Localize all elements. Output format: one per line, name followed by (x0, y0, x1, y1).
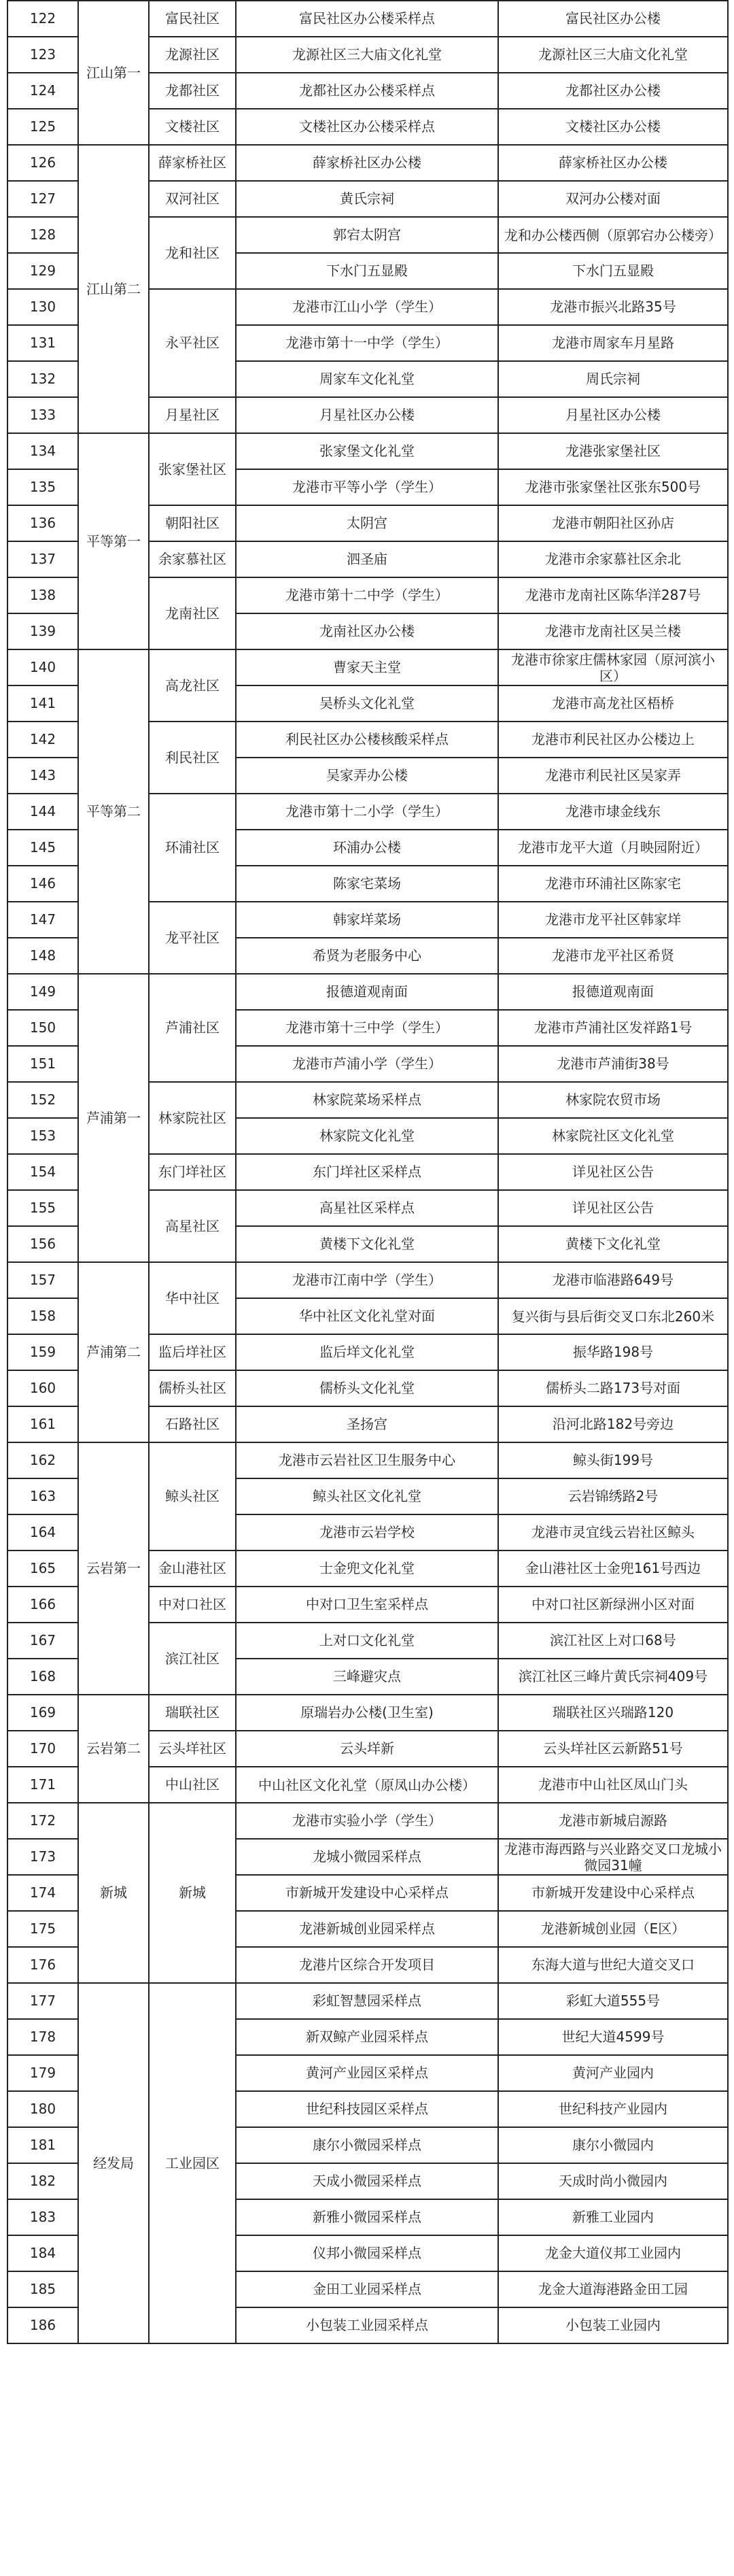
address-cell: 月星社区办公楼 (498, 397, 728, 433)
row-number: 145 (7, 830, 78, 866)
sampling-site-cell: 华中社区文化礼堂对面 (236, 1298, 498, 1334)
row-number: 153 (7, 1118, 78, 1154)
sampling-site-cell: 云头垟新 (236, 1731, 498, 1767)
community-cell: 高星社区 (149, 1190, 236, 1262)
community-cell: 东门垟社区 (149, 1154, 236, 1190)
sampling-site-cell: 下水门五显殿 (236, 253, 498, 289)
sampling-site-cell: 利民社区办公楼核酸采样点 (236, 722, 498, 758)
sampling-site-cell: 龙港市第十三中学（学生） (236, 1010, 498, 1046)
address-cell: 中对口社区新绿洲小区对面 (498, 1587, 728, 1623)
address-cell: 复兴街与县后街交叉口东北260米 (498, 1298, 728, 1334)
sampling-site-cell: 新双鲸产业园采样点 (236, 2019, 498, 2055)
address-cell: 龙港市龙南社区吴兰楼 (498, 613, 728, 649)
address-cell: 龙金大道海港路金田工园 (498, 2271, 728, 2307)
sampling-site-cell: 希贤为老服务中心 (236, 938, 498, 974)
address-cell: 黄楼下文化礼堂 (498, 1226, 728, 1262)
sampling-site-cell: 太阴宫 (236, 505, 498, 541)
address-cell: 下水门五显殿 (498, 253, 728, 289)
table-row (7, 1803, 728, 1839)
address-cell: 双河办公楼对面 (498, 181, 728, 217)
row-number: 147 (7, 902, 78, 938)
sampling-site-cell: 吴家弄办公楼 (236, 758, 498, 794)
table-row (7, 649, 728, 685)
row-number: 143 (7, 758, 78, 794)
sampling-site-cell: 高星社区采样点 (236, 1190, 498, 1226)
sampling-site-cell: 龙港市实验小学（学生） (236, 1803, 498, 1839)
community-cell: 文楼社区 (149, 109, 236, 145)
address-cell: 龙港市龙平社区希贤 (498, 938, 728, 974)
address-cell: 鲸头街199号 (498, 1442, 728, 1478)
address-cell: 龙港市芦浦街38号 (498, 1046, 728, 1082)
row-number: 126 (7, 145, 78, 181)
sampling-site-table (7, 0, 727, 2344)
community-cell: 中对口社区 (149, 1587, 236, 1623)
row-number: 124 (7, 73, 78, 109)
table-row (7, 1983, 728, 2019)
sampling-site-cell: 世纪科技园区采样点 (236, 2091, 498, 2127)
row-number: 133 (7, 397, 78, 433)
community-cell: 工业园区 (149, 1983, 236, 2343)
row-number: 180 (7, 2091, 78, 2127)
row-number: 160 (7, 1370, 78, 1406)
community-cell: 华中社区 (149, 1262, 236, 1334)
row-number: 139 (7, 613, 78, 649)
community-cell: 金山港社区 (149, 1550, 236, 1587)
district-cell: 江山第二 (78, 145, 149, 433)
row-number: 170 (7, 1731, 78, 1767)
row-number: 136 (7, 505, 78, 541)
sampling-site-cell: 郭宕太阴宫 (236, 217, 498, 253)
address-cell: 龙港市徐家庄儒林家园（原河滨小区） (498, 649, 728, 685)
table-body (7, 1, 728, 2343)
sampling-site-cell: 陈家宅菜场 (236, 866, 498, 902)
sampling-site-cell: 龙源社区三大庙文化礼堂 (236, 37, 498, 73)
sampling-site-cell: 中对口卫生室采样点 (236, 1587, 498, 1623)
sampling-site-cell: 士金兜文化礼堂 (236, 1550, 498, 1587)
row-number: 138 (7, 577, 78, 613)
row-number: 169 (7, 1695, 78, 1731)
community-cell: 富民社区 (149, 1, 236, 37)
sampling-site-cell: 康尔小微园采样点 (236, 2127, 498, 2163)
community-cell: 新城 (149, 1803, 236, 1983)
row-number: 185 (7, 2271, 78, 2307)
row-number: 186 (7, 2307, 78, 2343)
sampling-site-cell: 薛家桥社区办公楼 (236, 145, 498, 181)
row-number: 130 (7, 289, 78, 325)
sampling-site-cell: 龙港市芦浦小学（学生） (236, 1046, 498, 1082)
sampling-site-cell: 鲸头社区文化礼堂 (236, 1478, 498, 1514)
address-cell: 滨江社区上对口68号 (498, 1623, 728, 1659)
community-cell: 高龙社区 (149, 649, 236, 722)
row-number: 163 (7, 1478, 78, 1514)
table-row (7, 974, 728, 1010)
address-cell: 沿河北路182号旁边 (498, 1406, 728, 1442)
address-cell: 龙港市利民社区办公楼边上 (498, 722, 728, 758)
address-cell: 市新城开发建设中心采样点 (498, 1875, 728, 1911)
sampling-site-cell: 市新城开发建设中心采样点 (236, 1875, 498, 1911)
address-cell: 儒桥头二路173号对面 (498, 1370, 728, 1406)
address-cell: 详见社区公告 (498, 1154, 728, 1190)
row-number: 168 (7, 1659, 78, 1695)
address-cell: 龙港市龙平社区韩家垟 (498, 902, 728, 938)
row-number: 171 (7, 1767, 78, 1803)
sampling-site-cell: 环浦办公楼 (236, 830, 498, 866)
address-cell: 龙港市利民社区吴家弄 (498, 758, 728, 794)
address-cell: 瑞联社区兴瑞路120 (498, 1695, 728, 1731)
row-number: 165 (7, 1550, 78, 1587)
row-number: 155 (7, 1190, 78, 1226)
row-number: 184 (7, 2235, 78, 2271)
sampling-site-cell: 黄楼下文化礼堂 (236, 1226, 498, 1262)
district-cell: 芦浦第一 (78, 974, 149, 1262)
sampling-site-cell: 周家车文化礼堂 (236, 361, 498, 397)
row-number: 150 (7, 1010, 78, 1046)
row-number: 141 (7, 685, 78, 722)
sampling-site-cell: 吴桥头文化礼堂 (236, 685, 498, 722)
row-number: 176 (7, 1947, 78, 1983)
row-number: 162 (7, 1442, 78, 1478)
sampling-site-cell: 中山社区文化礼堂（原凤山办公楼） (236, 1767, 498, 1803)
row-number: 137 (7, 541, 78, 577)
sampling-site-cell: 文楼社区办公楼采样点 (236, 109, 498, 145)
row-number: 144 (7, 794, 78, 830)
address-cell: 龙港市龙平大道（月映园附近） (498, 830, 728, 866)
address-cell: 龙港市中山社区凤山门头 (498, 1767, 728, 1803)
sampling-site-cell: 泗圣庙 (236, 541, 498, 577)
sampling-site-cell: 龙港市江山小学（学生） (236, 289, 498, 325)
community-cell: 滨江社区 (149, 1623, 236, 1695)
row-number: 132 (7, 361, 78, 397)
sampling-site-cell: 龙港市云岩社区卫生服务中心 (236, 1442, 498, 1478)
sampling-site-cell: 龙港市云岩学校 (236, 1514, 498, 1550)
address-cell: 世纪科技产业园内 (498, 2091, 728, 2127)
sampling-site-cell: 天成小微园采样点 (236, 2163, 498, 2199)
community-cell: 薛家桥社区 (149, 145, 236, 181)
row-number: 122 (7, 1, 78, 37)
district-cell: 平等第二 (78, 649, 149, 974)
sampling-site-cell: 龙港片区综合开发项目 (236, 1947, 498, 1983)
community-cell: 余家慕社区 (149, 541, 236, 577)
address-cell: 云岩锦绣路2号 (498, 1478, 728, 1514)
community-cell: 环浦社区 (149, 794, 236, 902)
sampling-site-cell: 龙都社区办公楼采样点 (236, 73, 498, 109)
row-number: 183 (7, 2199, 78, 2235)
sampling-site-cell: 儒桥头文化礼堂 (236, 1370, 498, 1406)
address-cell: 金山港社区士金兜161号西边 (498, 1550, 728, 1587)
sampling-site-cell: 仪邦小微园采样点 (236, 2235, 498, 2271)
community-cell: 月星社区 (149, 397, 236, 433)
address-cell: 龙港市环浦社区陈家宅 (498, 866, 728, 902)
address-cell: 东海大道与世纪大道交叉口 (498, 1947, 728, 1983)
row-number: 148 (7, 938, 78, 974)
row-number: 158 (7, 1298, 78, 1334)
community-cell: 龙源社区 (149, 37, 236, 73)
row-number: 134 (7, 433, 78, 469)
table-row (7, 1442, 728, 1478)
district-cell: 云岩第一 (78, 1442, 149, 1695)
table-row (7, 1695, 728, 1731)
sampling-site-cell: 龙港市第十二小学（学生） (236, 794, 498, 830)
address-cell: 龙金大道仪邦工业园内 (498, 2235, 728, 2271)
address-cell: 龙港市高龙社区梧桥 (498, 685, 728, 722)
row-number: 179 (7, 2055, 78, 2091)
community-cell: 林家院社区 (149, 1082, 236, 1154)
row-number: 125 (7, 109, 78, 145)
sampling-site-cell: 黄氏宗祠 (236, 181, 498, 217)
community-cell: 龙都社区 (149, 73, 236, 109)
sampling-site-cell: 金田工业园采样点 (236, 2271, 498, 2307)
community-cell: 儒桥头社区 (149, 1370, 236, 1406)
address-cell: 报德道观南面 (498, 974, 728, 1010)
community-cell: 永平社区 (149, 289, 236, 397)
address-cell: 龙港市芦浦社区发祥路1号 (498, 1010, 728, 1046)
address-cell: 龙港市埭金线东 (498, 794, 728, 830)
address-cell: 龙港市周家车月星路 (498, 325, 728, 361)
table-row (7, 433, 728, 469)
address-cell: 彩虹大道555号 (498, 1983, 728, 2019)
row-number: 174 (7, 1875, 78, 1911)
address-cell: 周氏宗祠 (498, 361, 728, 397)
address-cell: 龙港市张家堡社区张东500号 (498, 469, 728, 505)
community-cell: 龙南社区 (149, 577, 236, 649)
table-row (7, 145, 728, 181)
address-cell: 滨江社区三峰片黄氏宗祠409号 (498, 1659, 728, 1695)
district-cell: 江山第一 (78, 1, 149, 145)
address-cell: 天成时尚小微园内 (498, 2163, 728, 2199)
district-cell: 芦浦第二 (78, 1262, 149, 1442)
sampling-site-cell: 圣扬宫 (236, 1406, 498, 1442)
address-cell: 龙港市振兴北路35号 (498, 289, 728, 325)
row-number: 157 (7, 1262, 78, 1298)
district-cell: 新城 (78, 1803, 149, 1983)
community-cell: 鲸头社区 (149, 1442, 236, 1550)
community-cell: 云头垟社区 (149, 1731, 236, 1767)
sampling-site-cell: 龙港新城创业园采样点 (236, 1911, 498, 1947)
sampling-site-cell: 小包装工业园采样点 (236, 2307, 498, 2343)
sampling-site-cell: 监后垟文化礼堂 (236, 1334, 498, 1370)
sampling-site-cell: 新雅小微园采样点 (236, 2199, 498, 2235)
address-cell: 龙都社区办公楼 (498, 73, 728, 109)
sampling-site-cell: 龙港市第十二中学（学生） (236, 577, 498, 613)
address-cell: 详见社区公告 (498, 1190, 728, 1226)
address-cell: 新雅工业园内 (498, 2199, 728, 2235)
community-cell: 中山社区 (149, 1767, 236, 1803)
row-number: 164 (7, 1514, 78, 1550)
address-cell: 龙港市灵宜线云岩社区鲸头 (498, 1514, 728, 1550)
community-cell: 监后垟社区 (149, 1334, 236, 1370)
sampling-site-cell: 龙港市平等小学（学生） (236, 469, 498, 505)
row-number: 135 (7, 469, 78, 505)
row-number: 156 (7, 1226, 78, 1262)
address-cell: 龙港市龙南社区陈华洋287号 (498, 577, 728, 613)
community-cell: 朝阳社区 (149, 505, 236, 541)
community-cell: 龙平社区 (149, 902, 236, 974)
row-number: 172 (7, 1803, 78, 1839)
sampling-site-cell: 龙港市第十一中学（学生） (236, 325, 498, 361)
sampling-site-cell: 龙港市江南中学（学生） (236, 1262, 498, 1298)
sampling-site-cell: 黄河产业园区采样点 (236, 2055, 498, 2091)
address-cell: 龙港市临港路649号 (498, 1262, 728, 1298)
sampling-site-cell: 原瑞岩办公楼(卫生室) (236, 1695, 498, 1731)
table (7, 0, 729, 2344)
row-number: 182 (7, 2163, 78, 2199)
row-number: 128 (7, 217, 78, 253)
address-cell: 龙港市余家慕社区余北 (498, 541, 728, 577)
address-cell: 龙和办公楼西侧（原郭宕办公楼旁） (498, 217, 728, 253)
address-cell: 富民社区办公楼 (498, 1, 728, 37)
address-cell: 康尔小微园内 (498, 2127, 728, 2163)
row-number: 151 (7, 1046, 78, 1082)
district-cell: 平等第一 (78, 433, 149, 649)
community-cell: 双河社区 (149, 181, 236, 217)
row-number: 159 (7, 1334, 78, 1370)
row-number: 149 (7, 974, 78, 1010)
row-number: 142 (7, 722, 78, 758)
community-cell: 瑞联社区 (149, 1695, 236, 1731)
address-cell: 龙港新城创业园（E区） (498, 1911, 728, 1947)
row-number: 177 (7, 1983, 78, 2019)
community-cell: 张家堡社区 (149, 433, 236, 505)
row-number: 167 (7, 1623, 78, 1659)
address-cell: 黄河产业园内 (498, 2055, 728, 2091)
district-cell: 经发局 (78, 1983, 149, 2343)
sampling-site-cell: 富民社区办公楼采样点 (236, 1, 498, 37)
row-number: 127 (7, 181, 78, 217)
row-number: 178 (7, 2019, 78, 2055)
sampling-site-cell: 上对口文化礼堂 (236, 1623, 498, 1659)
address-cell: 世纪大道4599号 (498, 2019, 728, 2055)
row-number: 129 (7, 253, 78, 289)
sampling-site-cell: 彩虹智慧园采样点 (236, 1983, 498, 2019)
community-cell: 利民社区 (149, 722, 236, 794)
address-cell: 薛家桥社区办公楼 (498, 145, 728, 181)
district-cell: 云岩第二 (78, 1695, 149, 1803)
sampling-site-cell: 龙城小微园采样点 (236, 1839, 498, 1875)
community-cell: 芦浦社区 (149, 974, 236, 1082)
address-cell: 云头垟社区云新路51号 (498, 1731, 728, 1767)
address-cell: 龙港市朝阳社区孙店 (498, 505, 728, 541)
row-number: 161 (7, 1406, 78, 1442)
address-cell: 小包装工业园内 (498, 2307, 728, 2343)
row-number: 173 (7, 1839, 78, 1875)
table-row (7, 1262, 728, 1298)
sampling-site-cell: 曹家天主堂 (236, 649, 498, 685)
address-cell: 林家院农贸市场 (498, 1082, 728, 1118)
sampling-site-cell: 韩家垟菜场 (236, 902, 498, 938)
sampling-site-cell: 张家堡文化礼堂 (236, 433, 498, 469)
sampling-site-cell: 林家院文化礼堂 (236, 1118, 498, 1154)
row-number: 146 (7, 866, 78, 902)
row-number: 166 (7, 1587, 78, 1623)
address-cell: 林家院社区文化礼堂 (498, 1118, 728, 1154)
community-cell: 石路社区 (149, 1406, 236, 1442)
row-number: 152 (7, 1082, 78, 1118)
table-row (7, 1, 728, 37)
address-cell: 龙港市海西路与兴业路交叉口龙城小微园31幢 (498, 1839, 728, 1875)
sampling-site-cell: 月星社区办公楼 (236, 397, 498, 433)
community-cell: 龙和社区 (149, 217, 236, 289)
address-cell: 龙港市新城启源路 (498, 1803, 728, 1839)
row-number: 181 (7, 2127, 78, 2163)
address-cell: 文楼社区办公楼 (498, 109, 728, 145)
row-number: 140 (7, 649, 78, 685)
sampling-site-cell: 报德道观南面 (236, 974, 498, 1010)
sampling-site-cell: 三峰避灾点 (236, 1659, 498, 1695)
row-number: 154 (7, 1154, 78, 1190)
row-number: 123 (7, 37, 78, 73)
address-cell: 龙港张家堡社区 (498, 433, 728, 469)
sampling-site-cell: 东门垟社区采样点 (236, 1154, 498, 1190)
address-cell: 振华路198号 (498, 1334, 728, 1370)
row-number: 131 (7, 325, 78, 361)
row-number: 175 (7, 1911, 78, 1947)
sampling-site-cell: 龙南社区办公楼 (236, 613, 498, 649)
address-cell: 龙源社区三大庙文化礼堂 (498, 37, 728, 73)
sampling-site-cell: 林家院菜场采样点 (236, 1082, 498, 1118)
